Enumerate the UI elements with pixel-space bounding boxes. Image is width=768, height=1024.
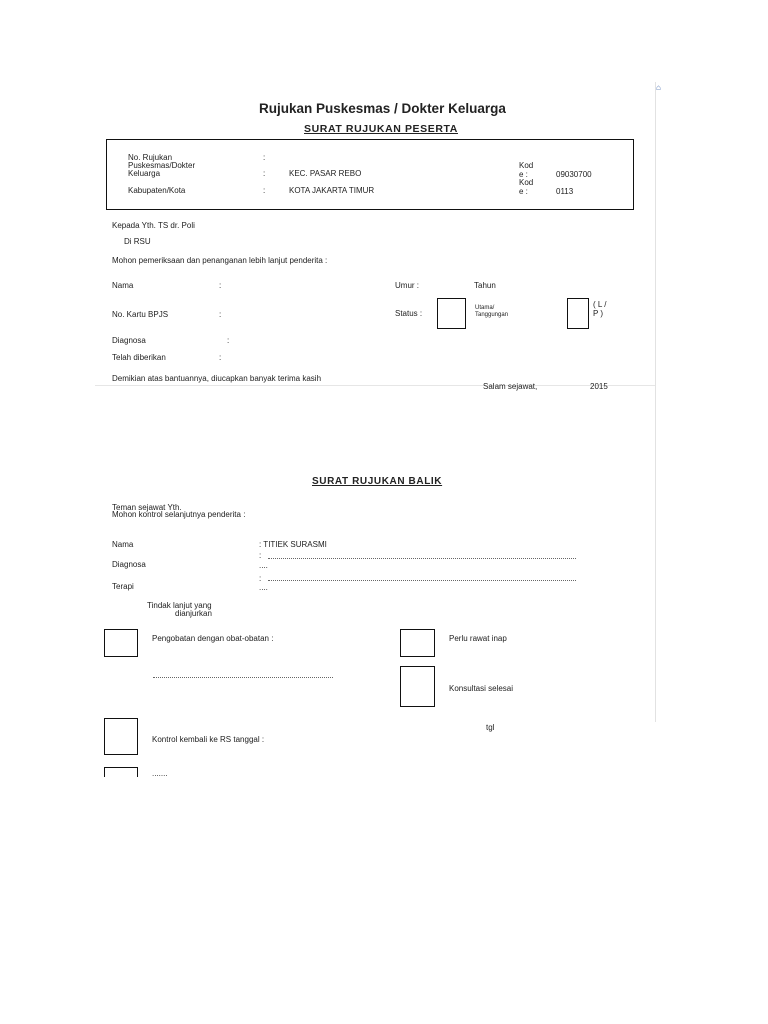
opt-kontrol-label: Kontrol kembali ke RS tanggal : <box>152 735 265 744</box>
tindak-text-2: dianjurkan <box>175 609 212 618</box>
kode1-label-2: e : <box>519 170 528 179</box>
status-label: Status : <box>395 309 423 318</box>
status-checkbox[interactable] <box>437 298 466 329</box>
salam-text: Salam sejawat, <box>483 382 538 391</box>
puskesmas-value: KEC. PASAR REBO <box>289 169 362 178</box>
teman-text: Teman sejawat Yth. <box>112 503 182 512</box>
diagnosa-short-dots: .... <box>259 561 268 570</box>
page-edge-line <box>655 82 656 722</box>
gender-label: ( L / P ) <box>593 300 607 318</box>
diagnosa-dotted-line <box>268 558 576 559</box>
kode1-label: Kod <box>519 161 534 170</box>
corner-mark-icon: ⌂ <box>656 83 661 92</box>
no-rujukan-label: No. Rujukan <box>128 153 173 162</box>
puskesmas-label-2: Keluarga <box>128 169 161 178</box>
no-rujukan-colon: : <box>263 153 266 162</box>
mohon-text: Mohon pemeriksaan dan penanganan lebih lanjut penderita : <box>112 256 328 265</box>
kepada-text: Kepada Yth. TS dr. Poli <box>112 221 195 230</box>
nama-label: Nama <box>112 281 134 290</box>
opt-rawat-label: Perlu rawat inap <box>449 634 507 643</box>
utama-label: Utama/ Tanggungan <box>475 305 509 318</box>
kontrol-checkbox[interactable] <box>104 718 138 755</box>
info-box <box>106 139 634 210</box>
tindak-text: Tindak lanjut yang <box>147 601 212 610</box>
terapi-dotted-line <box>268 580 576 581</box>
obat-dotted-line <box>153 677 333 678</box>
kode2-label-2: e : <box>519 187 528 196</box>
balik-subtitle: SURAT RUJUKAN BALIK <box>312 476 443 487</box>
terapi-short-dots: .... <box>259 583 268 592</box>
tgl-label: tgl <box>486 723 495 732</box>
page-subtitle: SURAT RUJUKAN PESERTA <box>304 123 458 135</box>
terapi-label: Terapi <box>112 582 134 591</box>
opt-obat-label: Pengobatan dengan obat-obatan : <box>152 634 274 643</box>
puskesmas-label: Puskesmas/Dokter <box>128 161 196 170</box>
puskesmas-colon: : <box>263 169 266 178</box>
kabupaten-colon: : <box>263 186 266 195</box>
tahun-label: Tahun <box>474 281 496 290</box>
diagnosa-colon-2: : <box>259 551 262 560</box>
kode2-label: Kod <box>519 178 534 187</box>
kabupaten-label: Kabupaten/Kota <box>128 186 186 195</box>
kode2-value: 0113 <box>556 187 574 196</box>
diagnosa-colon: : <box>227 336 230 345</box>
kartu-colon: : <box>219 310 222 319</box>
kartu-label: No. Kartu BPJS <box>112 310 169 319</box>
di-text: Di RSU <box>124 237 151 246</box>
balik-nama-value: : TITIEK SURASMI <box>259 540 327 549</box>
cut-off-area <box>96 766 656 777</box>
umur-label: Umur : <box>395 281 419 290</box>
rawat-checkbox[interactable] <box>400 629 435 657</box>
diberikan-colon: : <box>219 353 222 362</box>
konsultasi-checkbox[interactable] <box>400 666 435 707</box>
nama-colon: : <box>219 281 222 290</box>
page-fold-line <box>95 385 655 386</box>
kode1-value: 09030700 <box>556 170 592 179</box>
gender-checkbox[interactable] <box>567 298 589 329</box>
balik-nama-label: Nama <box>112 540 134 549</box>
year-text: 2015 <box>590 382 608 391</box>
kabupaten-value: KOTA JAKARTA TIMUR <box>289 186 375 195</box>
page-title: Rujukan Puskesmas / Dokter Keluarga <box>259 101 506 116</box>
opt-konsultasi-label: Konsultasi selesai <box>449 684 514 693</box>
closing-text: Demikian atas bantuannya, diucapkan banyak terima kasih <box>112 374 322 383</box>
balik-mohon-text: Mohon kontrol selanjutnya penderita : <box>112 510 246 519</box>
balik-diagnosa-label: Diagnosa <box>112 560 146 569</box>
cut-checkbox <box>104 767 138 777</box>
diberikan-label: Telah diberikan <box>112 353 166 362</box>
cut-text: ....... <box>152 769 168 777</box>
diagnosa-label: Diagnosa <box>112 336 146 345</box>
obat-checkbox[interactable] <box>104 629 138 657</box>
terapi-colon: : <box>259 574 262 583</box>
